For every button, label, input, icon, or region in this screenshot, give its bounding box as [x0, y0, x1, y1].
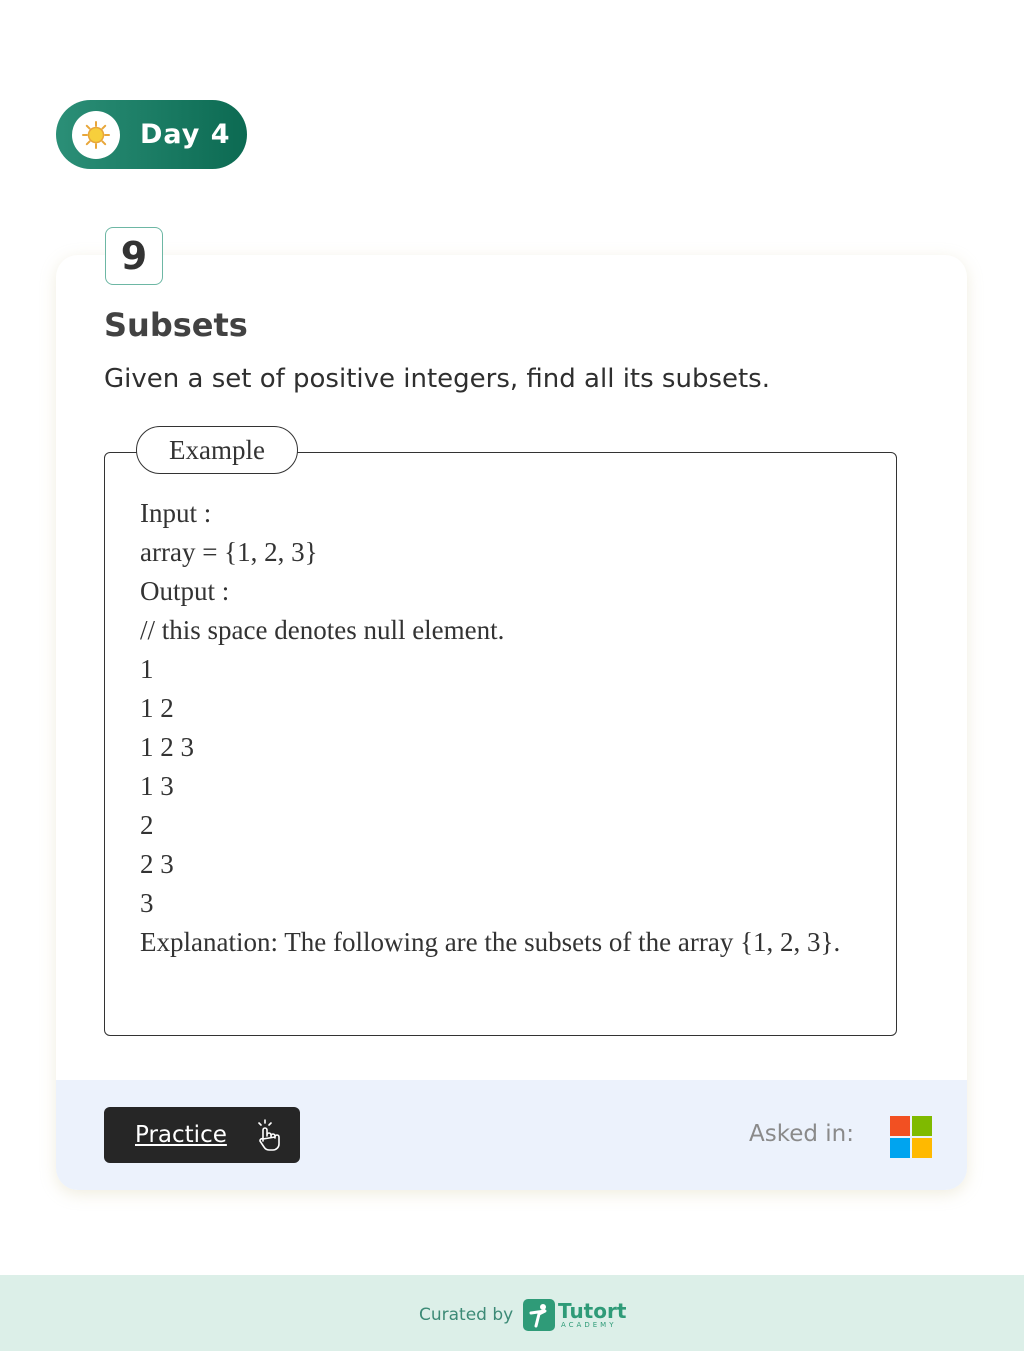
example-content	[140, 494, 885, 962]
sun-icon-container	[72, 111, 120, 159]
asked-in-label: Asked in:	[749, 1121, 854, 1147]
example-line: 1	[140, 654, 154, 684]
practice-button[interactable]	[104, 1107, 300, 1163]
problem-title: Subsets	[104, 306, 248, 344]
example-line: // this space denotes null element.	[140, 615, 505, 645]
example-line: 1 2	[140, 693, 174, 723]
example-line: 1 3	[140, 771, 174, 801]
logo-square-yellow	[912, 1138, 932, 1158]
example-tab: Example	[136, 426, 298, 474]
example-line: 2	[140, 810, 154, 840]
example-line: 1 2 3	[140, 732, 194, 762]
example-line: 3	[140, 888, 154, 918]
curated-by-label: Curated by	[419, 1305, 514, 1325]
example-line: Explanation: The following are the subsets of the array {1, 2, 3}.	[140, 927, 841, 957]
logo-square-blue	[890, 1138, 910, 1158]
tap-hand-icon	[256, 1119, 282, 1151]
brand-name: Tutort	[558, 1299, 627, 1323]
tutort-logo-icon	[523, 1299, 555, 1331]
example-line: Output :	[140, 576, 230, 606]
example-line: Input :	[140, 498, 212, 528]
example-line: array = {1, 2, 3}	[140, 537, 318, 567]
problem-number: 9	[105, 227, 163, 285]
logo-square-green	[912, 1116, 932, 1136]
sun-icon	[81, 120, 111, 150]
day-label: Day 4	[140, 119, 231, 150]
brand-sub: ACADEMY	[561, 1321, 617, 1329]
problem-description: Given a set of positive integers, find all its subsets.	[104, 364, 770, 394]
practice-label[interactable]: Practice	[135, 1122, 227, 1148]
example-line: 2 3	[140, 849, 174, 879]
logo-square-red	[890, 1116, 910, 1136]
day-badge	[56, 100, 247, 169]
microsoft-logo	[890, 1116, 932, 1158]
